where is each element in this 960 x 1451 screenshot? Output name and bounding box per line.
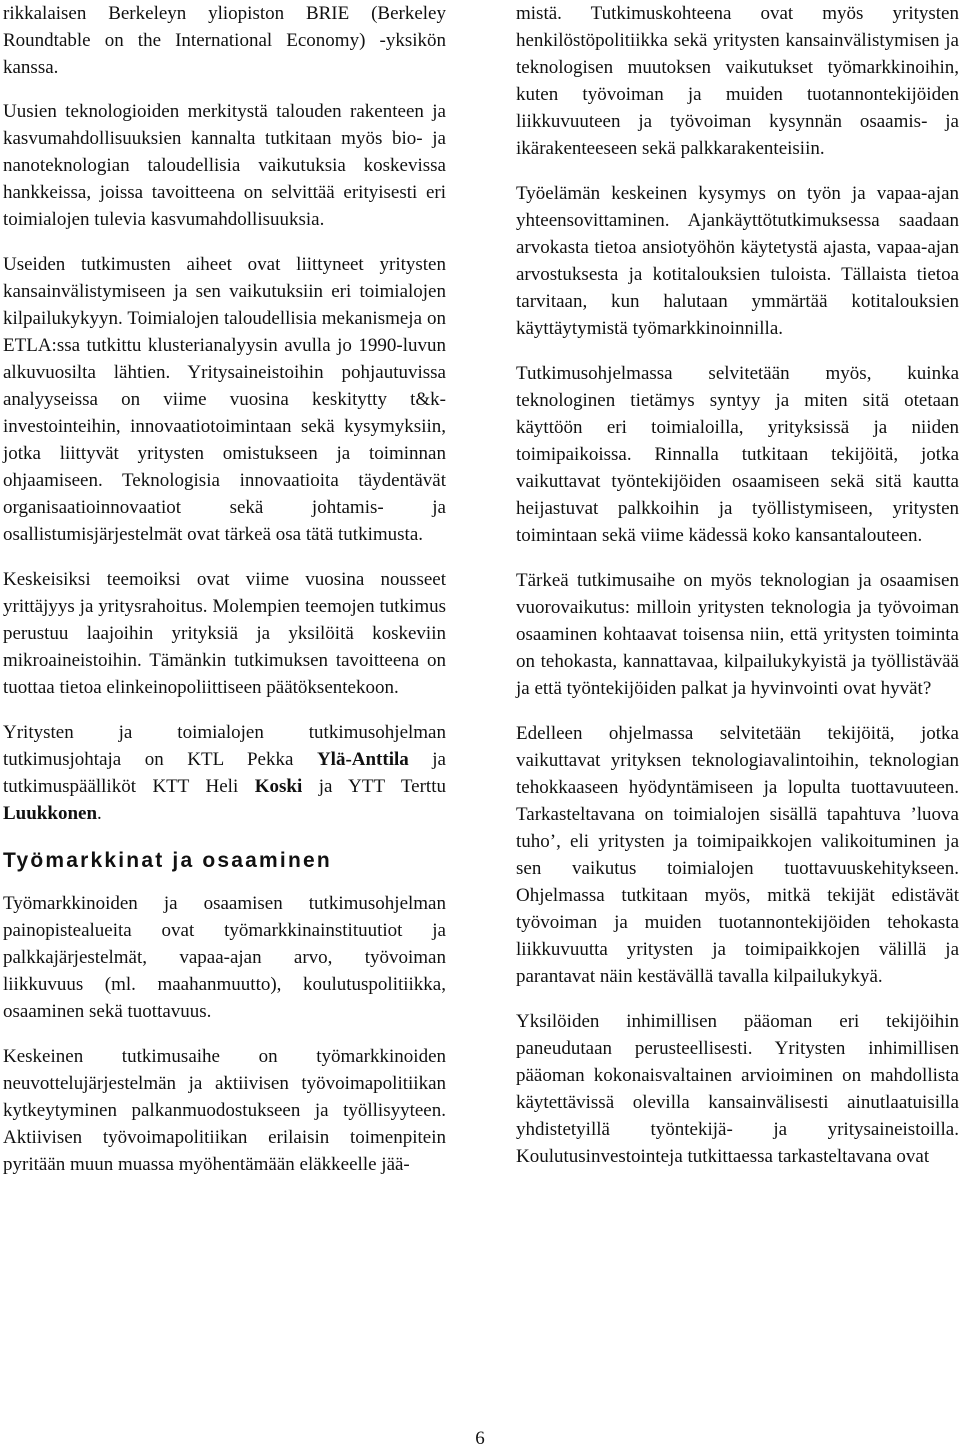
paragraph: Keskeisiksi teemoiksi ovat viime vuosina nousseet yrittäjyys ja yritysrahoitus. Molempien teemojen tutkimus perustuu laajoihin yrityksiä ja yksilöitä koskeviin mikroaineistoihin. Tämänkin tutkimuksen tavoitteena on tuottaa tietoa elinkeinopoliittiseen päätöksentekoon. bbox=[3, 569, 446, 698]
page-number: 6 bbox=[475, 1428, 485, 1449]
right-column bbox=[516, 0, 959, 1188]
paragraph: Useiden tutkimusten aiheet ovat liittyneet yritysten kansainvälistymiseen ja sen vaikutuksiin eri toimialojen kilpailukykyyn. Toimialojen taloudellisia mekanismeja on ETLA:ssa tutkittu klusterianalyysin avulla jo 1990-luvun alkuvuosilta lähtien. Yritysaineistoihin pohjautuvissa analyyseissa on viime vuosina keskitytty t&k-investointeihin, innovaatiotoimintaan sekä kysymyksiin, jotka liittyvät yritysten omistukseen ja toiminnan ohjaamiseen. Teknologisia innovaatioita täydentävät organisaatioinnovaatiot sekä johtamis- ja osallistumisjärjestelmät ovat tärkeä osa tätä tutkimusta. bbox=[3, 254, 446, 545]
paragraph: Yksilöiden inhimillisen pääoman eri tekijöihin paneudutaan perusteellisesti. Yritysten inhimillisen pääoman kokonaisvaltainen arvioiminen on mahdollista käytettävissä olevilla kansainvälisesti ainutlaatuisilla yhdistetyillä työntekijä- ja yritysaineistoilla. Koulutusinvestointeja tutkittaessa tarkasteltavana ovat bbox=[516, 1011, 959, 1167]
section-heading: Työmarkkinat ja osaaminen bbox=[3, 849, 332, 872]
text-run: ja tutkimuspäälliköt KTT Heli bbox=[3, 749, 446, 797]
surname-bold: Ylä-Anttila bbox=[316, 749, 409, 770]
text-run: . bbox=[97, 803, 102, 824]
paragraph: Keskeinen tutkimusaihe on työmarkkinoiden neuvottelujärjestelmän ja aktiivisen työvoimapolitiikan kytkeytyminen palkanmuodostukseen ja työllisyyteen. Aktiivisen työvoimapolitiikan erilaisin toimenpitein pyritään muun muassa myöhentämään eläkkeelle jää- bbox=[3, 1046, 446, 1175]
paragraph: Tutkimusohjelmassa selvitetään myös, kuinka teknologinen tietämys syntyy ja miten sitä otetaan käyttöön eri toimialoilla, yrityksissä ja niiden toimipaikoissa. Rinnalla tutkitaan tekijöitä, jotka vaikuttavat työntekijöiden osaamiseen sekä sitä kautta heijastuvat palkkoihin ja työllistymiseen, yritysten toimintaan sekä viime kädessä koko kansantalouteen. bbox=[516, 363, 959, 546]
text-run: ja YTT Terttu bbox=[302, 776, 446, 797]
paragraph: mistä. Tutkimuskohteena ovat myös yritysten henkilöstöpolitiikka sekä yritysten kansainvälistymisen ja teknologisen muutoksen vaikutukset työmarkkinoihin, kuten työvoiman ja muiden tuotannontekijöiden liikkuvuuteen ja työvoiman kysynnän osaamis- ja ikärakenteeseen sekä palkkarakenteisiin. bbox=[516, 3, 959, 159]
surname-bold: Koski bbox=[254, 776, 303, 797]
paragraph: Edelleen ohjelmassa selvitetään tekijöitä, jotka vaikuttavat yrityksen teknologiavalintoihin, teknologian tehokkaaseen hyödyntämiseen ja lopulta tuottavuuteen. Tarkasteltavana on toimialojen sisällä tapahtuva ’luova tuho’, eli yritysten ja toimipaikkojen valikoituminen ja sen vaikutus toimialojen tuottavuuskehitykseen. Ohjelmassa tutkitaan myös, mitkä tekijät edistävät työvoiman ja muiden tuotannontekijöiden tehokasta liikkuvuutta yritysten ja toimipaikkojen välillä ja parantavat näin kestävällä tavalla kilpailukykyä. bbox=[516, 723, 959, 987]
paragraph: rikkalaisen Berkeleyn yliopiston BRIE (Berkeley Roundtable on the International Economy) -yksikön kanssa. bbox=[3, 3, 446, 78]
surname-bold: Luukkonen bbox=[3, 803, 98, 824]
paragraph: Työmarkkinoiden ja osaamisen tutkimusohjelman painopistealueita ovat työmarkkinainstituutiot ja palkkajärjestelmät, vapaa-ajan arvo, työvoiman liikkuvuus (ml. maahanmuutto), koulutuspolitiikka, osaaminen sekä tuottavuus. bbox=[3, 893, 446, 1022]
text-run: Yritysten ja toimialojen tutkimusohjelman tutkimusjohtaja on KTL Pekka bbox=[3, 722, 446, 770]
paragraph: Uusien teknologioiden merkitystä talouden rakenteen ja kasvumahdollisuuksien kannalta tutkitaan myös bio- ja nanoteknologian taloudellisia vaikutuksia koskevissa hankkeissa, joissa tavoitteena on selvittää erityisesti eri toimialojen tulevia kasvumahdollisuuksia. bbox=[3, 101, 446, 230]
paragraph-research-directors bbox=[3, 719, 446, 827]
paragraph: Tärkeä tutkimusaihe on myös teknologian ja osaamisen vuorovaikutus: milloin yritysten teknologia ja työvoiman osaaminen kohtaavat toisensa niin, että yritysten toiminta on tehokasta, kannattavaa, kilpailukykyistä ja työllistävää ja että työntekijöiden palkat ja hyvinvointi ovat hyvät? bbox=[516, 570, 959, 699]
left-column bbox=[3, 0, 446, 1196]
paragraph: Työelämän keskeinen kysymys on työn ja vapaa-ajan yhteensovittaminen. Ajankäyttötutkimuksessa saadaan arvokasta tietoa ansiotyöhön käytetystä ajasta, vapaa-ajan arvostuksesta ja kotitalouksien tuloista. Tällaista tietoa tarvitaan, kun halutaan ymmärtää kotitalouksien käyttäytymistä työmarkkinoinnilla. bbox=[516, 183, 959, 339]
